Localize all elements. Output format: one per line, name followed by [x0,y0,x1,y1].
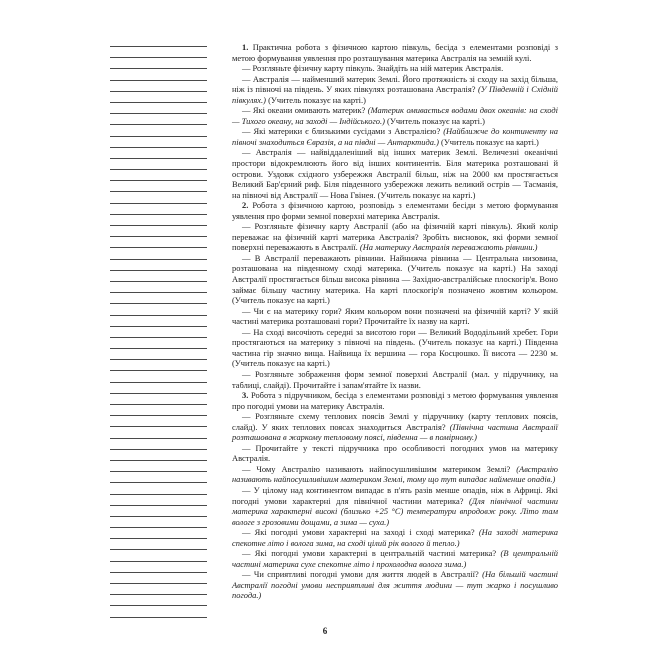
text-run: — Які погодні умови характерні в центральній частині материка? [242,548,501,559]
note-line [110,113,207,114]
note-line [110,438,207,439]
note-line [110,404,207,405]
text-paragraph [232,443,558,464]
note-line [110,225,207,226]
note-line [110,561,207,562]
text-run: — В Австралії переважають рівнини. Найнижча рівнина — Центральна низовина, розташована на південному сході материка. (Учитель показує на карті.) На заході Австралії простягається більш висока рівнина — Західно-австралійське плоскогір'я. Воно займає більшу частину материка. На карті плоскогір'я позначено жовтим кольором. (Учитель показує на карті.) [232,252,558,306]
note-line [110,270,207,271]
text-run: — Розгляньте схему теплових поясів Землі у підручнику (карту теплових поясів, слайд). У яких теплових поясах знаходиться Австралія? [232,411,558,432]
text-run: — Розгляньте фізичну карту півкуль. Знайдіть на ній материк Австралія. [242,63,504,74]
section-paragraph [232,200,558,221]
text-paragraph [232,253,558,306]
note-line [110,191,207,192]
note-line [110,236,207,237]
text-paragraph [232,74,558,106]
note-line [110,605,207,606]
note-line [110,326,207,327]
note-line [110,572,207,573]
answer-text: (Для північної частини материка характерні високі (близько +25 °С) температури впродовж року. Літо там вологе з грозовими дощами, а зима — суха.) [232,495,559,527]
note-line [110,203,207,204]
text-paragraph [232,548,558,569]
note-line [110,102,207,103]
section-paragraph [232,390,558,411]
text-run: — Австралія — найменший материк Землі. Його протяжність зі сходу на захід більша, ніж із півночі на південь. У яких півкулях розташована Австралія? [232,73,558,95]
answer-text: (На материку Австралія переважають рівнини.) [359,242,538,253]
note-line [110,494,207,495]
note-line [110,315,207,316]
text-paragraph [232,569,558,601]
text-paragraph [232,63,558,74]
text-run: — Прочитайте у тексті підручника про особливості погодних умов на материку Австралія. [232,442,558,464]
text-run: — Які погодні умови характерні на заході і сході материка? [242,527,479,538]
page-number: 6 [322,626,328,636]
note-line [110,482,207,483]
text-paragraph [232,411,558,443]
text-paragraph [232,147,558,200]
note-line [110,292,207,293]
text-run: — Чому Австралію називають найпосушливішим материком Землі? [242,463,517,474]
note-line [110,359,207,360]
note-line [110,516,207,517]
note-line [110,80,207,81]
answer-text: (В центральній частині материка сухе спекотне літо і прохолодна волога зима.) [232,548,559,569]
note-line [110,505,207,506]
section-number: 3. [242,390,249,401]
answer-text: (На заході материка спекотне літо і волога зима, на сході цілий рік волого й тепло.) [232,527,558,548]
text-run: — Розгляньте фізичну карту Австралії (або на фізичній карті півкуль). Який колір переважає на фізичній карті материка Австралія? Зробіть висновок, які форми земної поверхні переважають в Австралії. [232,221,558,253]
text-run: Робота з фізичною картою, розповідь з елементами бесіди з метою формування уявлення про форми земної поверхні материка Австралія. [232,200,558,221]
note-line [110,527,207,528]
note-line [110,370,207,371]
note-line [110,147,207,148]
note-line [110,382,207,383]
note-line [110,426,207,427]
note-line [110,594,207,595]
answer-text: (Північна частина Австралії розташована в жаркому тепловому поясі, південна — в помірному.) [232,421,558,443]
answer-text: (Материк омивається водами двох океанів: на сході — Тихого океану, на заході — Індійського.) [232,105,558,126]
text-paragraph [232,221,558,253]
note-line [110,68,207,69]
note-line [110,259,207,260]
answer-text: (Австралію називають найпосушливішим материком Землі, тому що тут випадає найменше опадів.) [232,463,558,485]
note-line [110,460,207,461]
page-text-content [232,42,558,601]
note-line [110,46,207,47]
text-run: Практична робота з фізичною картою півкуль, бесіда з елементами розповіді з метою формування уявлення про розташування материка Австралія на земній кулі. [232,42,559,63]
text-run: — Які материки є близькими сусідами з Австралією? [242,126,444,137]
note-line [110,281,207,282]
note-line [110,136,207,137]
text-run: Робота з підручником, бесіда з елементами розповіді з метою формування уявлення про погодні умови на материку Австралія. [232,390,558,411]
answer-text: (Найближче до континенту на півночі знаходиться Євразія, а на півдні — Антарктида.) [232,126,558,147]
section-number: 2. [242,200,249,211]
note-line [110,348,207,349]
text-run: (Учитель показує на карті.) [384,115,485,126]
note-line [110,158,207,159]
text-run: (Учитель показує на карті.) [438,136,539,147]
answer-text: (У Південній і Східній півкулях.) [232,84,558,105]
note-line [110,471,207,472]
note-line [110,303,207,304]
note-line [110,124,207,125]
text-run: — Чи сприятливі погодні умови для життя людей в Австралії? [242,569,483,580]
notes-lines-column [110,46,207,618]
note-line [110,393,207,394]
note-line [110,214,207,215]
note-line [110,57,207,58]
note-line [110,538,207,539]
note-line [110,247,207,248]
text-paragraph [232,126,558,147]
text-paragraph [232,464,558,485]
text-run: — Які океани омивають материк? [242,105,368,116]
text-run: — На сході височіють середні за висотою гори — Великий Вододільний хребет. Гори простягаються на материку з півночі на південь. (Учитель показує на карті.) Південна частина гір значно вища. Найвища їх вершина — гора Косцюшко. Її висота — 2230 м. (Учитель показує на карті.) [232,326,558,369]
text-run: — У цілому над континентом випадає в п'ять разів менше опадів, ніж в Африці. Які погодні умови характерні для північної частини материка? [232,484,558,506]
note-line [110,449,207,450]
answer-text: (На більшій частині Австралії погодні умови несприятливі для життя людини — тут жарко і посушливо погода.) [232,569,558,601]
note-line [110,180,207,181]
text-paragraph [232,527,558,548]
text-paragraph [232,105,558,126]
text-run: — Розгляньте зображення форм земної поверхні Австралії (мал. у підручнику, на таблиці, слайді). Прочитайте і запам'ятайте їх назви. [232,368,558,390]
text-run: — Австралія — найвіддаленіший від інших материк Землі. Величезні океанічні простори відокремлюють його від інших континентів. Біля материка розташовані й острови. Уздовж східного узбережжя Австралії більш, ніж на 2000 км простягається Великий Бар'єрний риф. Біля південного узбережжя лежить великий острів — Тасманія, на півночі від Австралії — Нова Гвінея. (Учитель показує на карті.) [232,147,558,200]
note-line [110,617,207,618]
note-line [110,583,207,584]
text-paragraph [232,327,558,369]
note-line [110,549,207,550]
note-line [110,337,207,338]
text-paragraph [232,369,558,390]
text-paragraph [232,485,558,527]
text-run: (Учитель показує на карті.) [265,94,366,105]
section-number: 1. [242,42,249,52]
note-line [110,415,207,416]
text-paragraph [232,306,558,327]
note-line [110,91,207,92]
text-run: — Чи є на материку гори? Яким кольором вони позначені на фізичній карті? У якій частині материка розташовані гори? Прочитайте їх назву на карті. [232,305,558,327]
section-paragraph [232,42,558,63]
note-line [110,169,207,170]
